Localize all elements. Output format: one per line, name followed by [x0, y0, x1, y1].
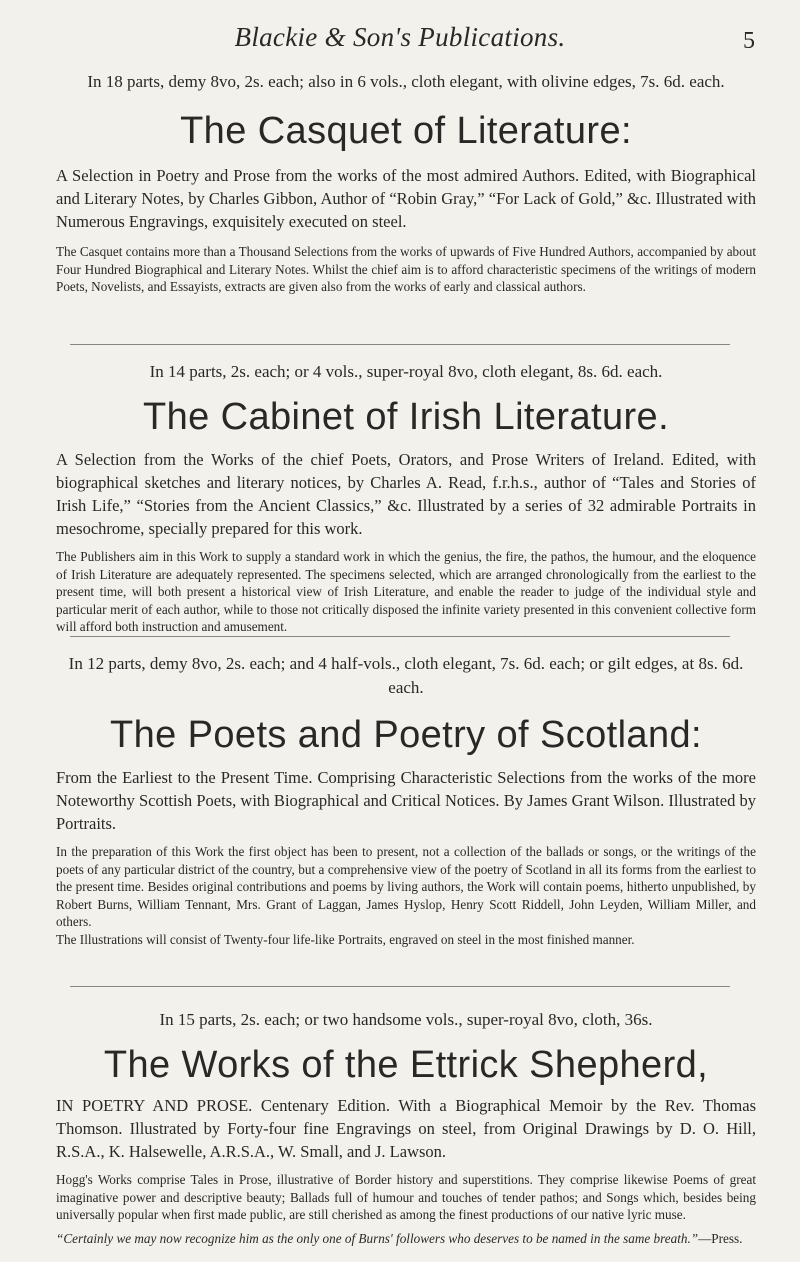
press-quote-text: “Certainly we may now recognize him as the only one of Burns' followers who deserves to be named in the same breath.” [56, 1230, 699, 1246]
book-illustrations-note: The Illustrations will consist of Twenty-four life-like Portraits, engraved on steel in the most finished manner. [56, 931, 635, 947]
press-quote-source: —Press. [698, 1230, 743, 1246]
book-title: The Casquet of Literature: [180, 110, 632, 152]
section-divider [70, 636, 730, 637]
book-title: The Cabinet of Irish Literature. [142, 396, 670, 438]
publication-details: In 12 parts, demy 8vo, 2s. each; and 4 half-vols., cloth elegant, 7s. 6d. each; or gilt edges, at 8s. 6d. each. [68, 654, 744, 697]
press-quote [56, 1230, 756, 1248]
running-title: Blackie & Son's Publications. [234, 22, 566, 52]
publication-details: In 14 parts, 2s. each; or 4 vols., super-royal 8vo, cloth elegant, 8s. 6d. each. [149, 362, 663, 381]
entry-casquet [56, 70, 756, 296]
book-lead: A Selection from the Works of the chief Poets, Orators, and Prose Writers of Ireland. Edited, with biographical sketches and literary notices, by Charles A. Read, f.r.h.s., author of “Tales and Stories of Irish Life,” “Stories from the Ancient Classics,” &c. Illustrated by a series of 32 admirable Portraits in mesochrome, specially prepared for this work. [56, 450, 756, 538]
book-description: The Publishers aim in this Work to supply a standard work in which the genius, the fire, the pathos, the humour, and the eloquence of Irish Literature are adequately represented. The specimens selected, which are arranged chronologically from the earliest to the present time, will both present a historical view of Irish Literature, and enable the reader to judge of the individual style and particular merit of each author, while to those not critically disposed the infinite variety presented in this convenient collective form will afford both instruction and amusement. [56, 549, 756, 634]
book-lead: A Selection in Poetry and Prose from the works of the most admired Authors. Edited, with Biographical and Literary Notes, by Charles Gibbon, Author of “Robin Gray,” “For Lack of Gold,” &c. Illustrated with Numerous Engravings, exquisitely executed on steel. [56, 166, 756, 231]
page-number: 5 [743, 28, 755, 54]
entry-poets-scotland [56, 652, 756, 948]
book-title: The Works of the Ettrick Shepherd, [103, 1044, 709, 1086]
book-description: The Casquet contains more than a Thousand Selections from the works of upwards of Five Hundred Authors, accompanied by about Four Hundred Biographical and Literary Notes. Whilst the chief aim is to afford characteristic specimens of the writings of modern Poets, Novelists, and Essayists, extracts are given also from the works of early and classical authors. [56, 244, 756, 294]
entry-ettrick-shepherd [56, 1008, 756, 1247]
publication-details: In 18 parts, demy 8vo, 2s. each; also in 6 vols., cloth elegant, with olivine edges, 7s. 6d. each. [87, 72, 725, 91]
book-title: The Poets and Poetry of Scotland: [110, 714, 702, 756]
book-lead: From the Earliest to the Present Time. Comprising Characteristic Selections from the works of the more Noteworthy Scottish Poets, with Biographical and Critical Notices. By James Grant Wilson. Illustrated by Portraits. [56, 768, 756, 833]
book-description: Hogg's Works comprise Tales in Prose, illustrative of Border history and superstitions. They comprise likewise Poems of great imaginative power and descriptive beauty; Ballads full of humour and touches of tender pathos; and Songs which, besides being universally popular when first made public, are still cherished as among the finest productions of our native lyric muse. [56, 1172, 756, 1222]
publication-details: In 15 parts, 2s. each; or two handsome vols., super-royal 8vo, cloth, 36s. [159, 1010, 653, 1029]
section-divider [70, 344, 730, 345]
entry-irish-literature [56, 360, 756, 636]
section-divider [70, 986, 730, 987]
page-header [0, 22, 800, 62]
book-lead: IN POETRY AND PROSE. Centenary Edition. With a Biographical Memoir by the Rev. Thomas Thomson. Illustrated by Forty-four fine Engravings on steel, from Original Drawings by D. O. Hill, R.S.A., K. Halsewelle, A.R.S.A., W. Small, and J. Lawson. [56, 1096, 756, 1161]
book-description: In the preparation of this Work the first object has been to present, not a collection of the ballads or songs, or the writings of the poets of any particular district of the country, but a comprehensive view of the poetry of Scotland in all its forms from the earliest to the present time. Besides original contributions and poems by living authors, the Work will contain poems, hitherto unpublished, by Robert Burns, William Tennant, Mrs. Grant of Laggan, James Hyslop, Henry Scott Riddell, John Leyden, William Miller, and others. [56, 844, 756, 929]
